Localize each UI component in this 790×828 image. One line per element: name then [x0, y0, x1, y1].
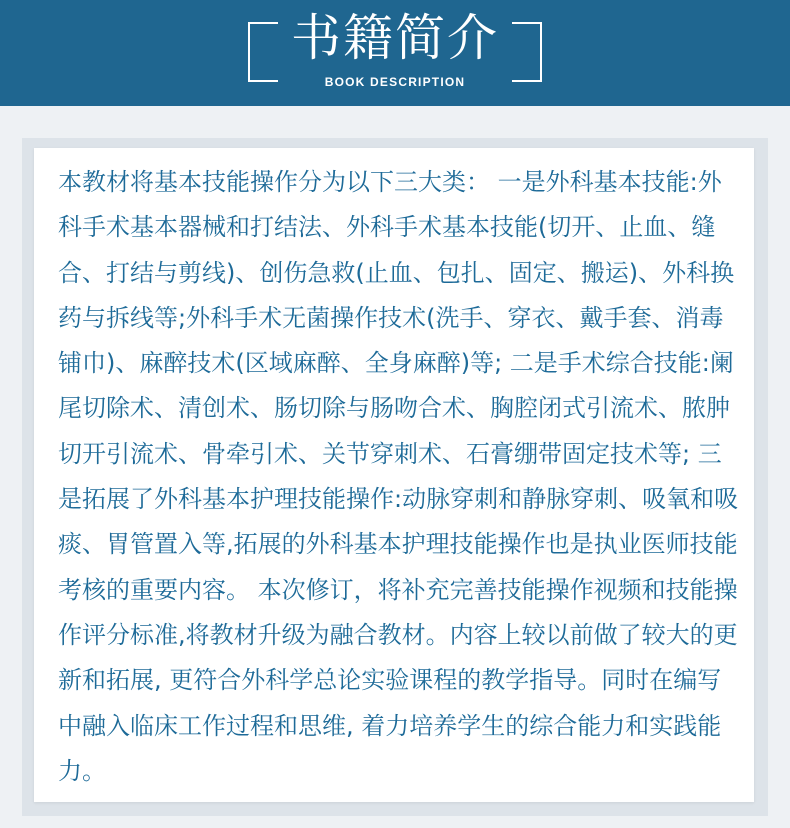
description-panel	[34, 148, 754, 802]
title-frame	[248, 9, 542, 89]
page-subtitle: BOOK DESCRIPTION	[324, 75, 466, 89]
header-banner	[0, 0, 790, 106]
page-title: 书籍简介	[291, 9, 499, 67]
description-text: 本教材将基本技能操作分为以下三大类： 一是外科基本技能:外科手术基本器械和打结法、外科手术基本技能(切开、止血、缝合、打结与剪线)、创伤急救(止血、包扎、固定、搬运)、外科换药与拆线等;外科手术无菌操作技术(洗手、穿衣、戴手套、消毒铺巾)、麻醉技术(区域麻醉、全身麻醉)等; 二是手术综合技能:阑尾切除术、清创术、肠切除与肠吻合术、胸腔闭式引流术、脓肿切开引流术、骨牵引术、关节穿刺术、石膏绷带固定技术等; 三是拓展了外科基本护理技能操作:动脉穿刺和静脉穿刺、吸氧和吸痰、胃管置入等,拓展的外科基本护理技能操作也是执业医师技能考核的重要内容。 本次修订，将补充完善技能操作视频和技能操作评分标准,将教材升级为融合教材。内容上较以前做了较大的更新和拓展, 更符合外科学总论实验课程的教学指导。同时在编写中融入临床工作过程和思维, 着力培养学生的综合能力和实践能力。	[58, 168, 739, 785]
